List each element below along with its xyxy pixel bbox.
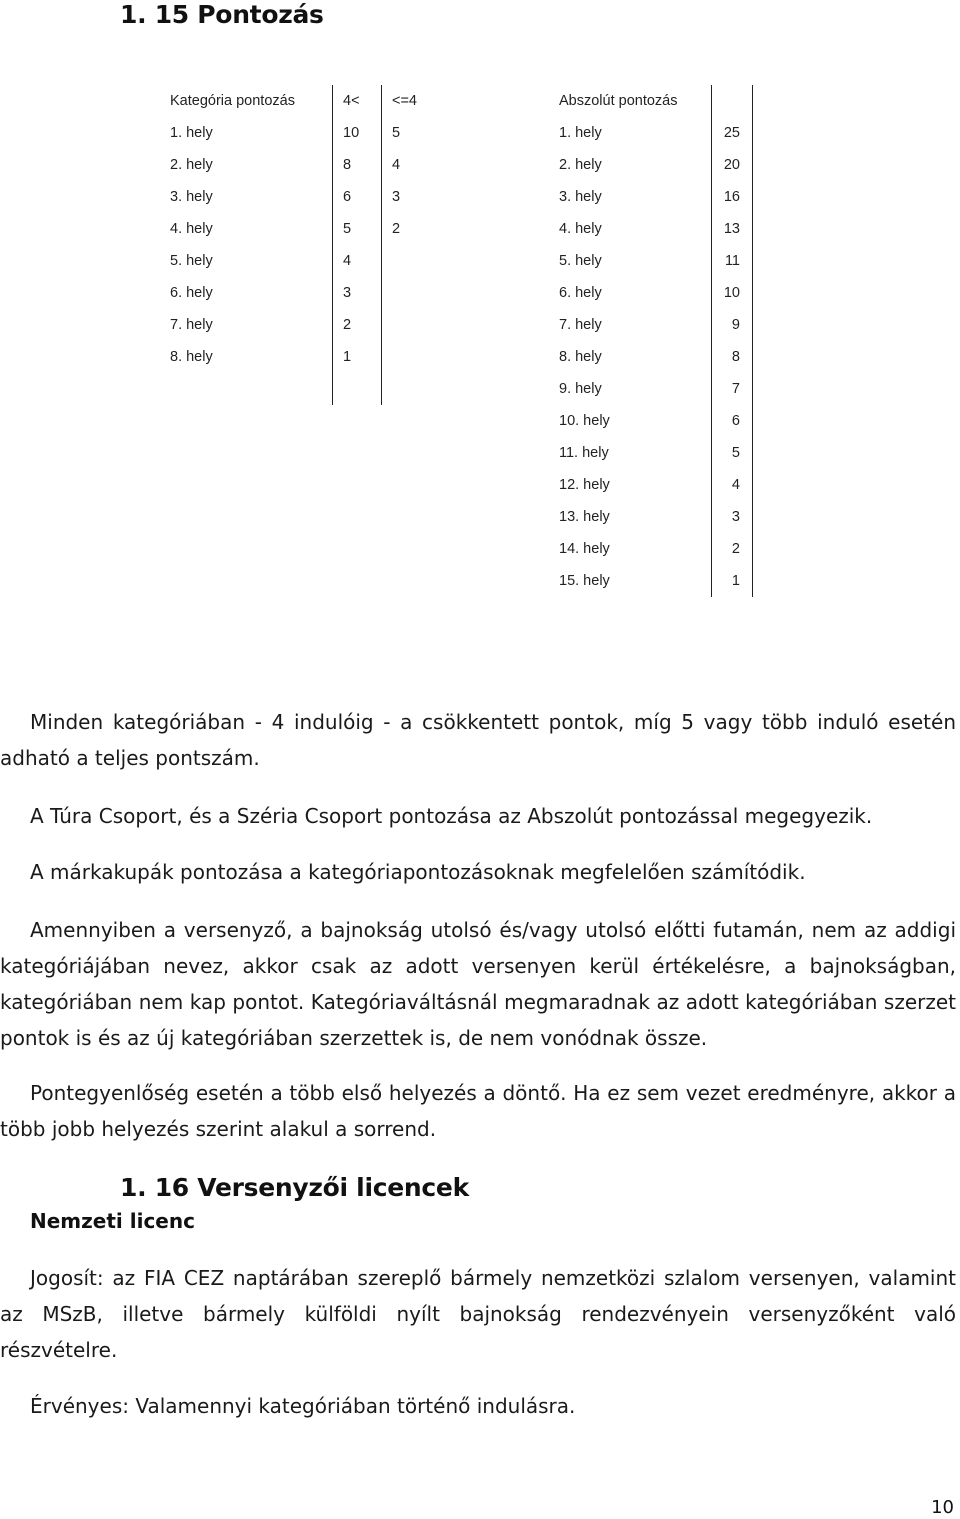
table-cell: 12. hely [559,477,610,493]
paragraph-category-change: Amennyiben a versenyző, a bajnokság utolsó és/vagy utolsó előtti futamán, nem az addigi kategóriájában nevez, akkor csak az adott versenyen kerül értékelésre, a bajnokságban, kategóriában nem kap pontot. Kategóriaváltásnál megmaradnak az adott kategóriában szerzet pontok is és az új kategóriában szerzettek is, de nem vonódnak össze. [0,918,956,1050]
table-row [547,341,805,373]
table-cell: 4. hely [559,221,602,237]
table-cell [753,469,806,501]
table-row [547,437,805,469]
subsection-title: Nemzeti licenc [30,1209,195,1233]
table-cell: 7. hely [170,317,213,333]
table-cell: 2 [712,533,753,565]
table-row [547,309,805,341]
table-cell: 16 [712,181,753,213]
table-cell: 4 [333,245,382,277]
table-cell [753,149,806,181]
table-cell: 1. hely [559,125,602,141]
table-cell: 2. hely [559,157,602,173]
table-cell: 13 [712,213,753,245]
table-cell: 11 [712,245,753,277]
table-cell: 2. hely [170,157,213,173]
table-cell: 9 [712,309,753,341]
table-cell: 5 [712,437,753,469]
table-cell: 9. hely [559,381,602,397]
table-cell: Kategória pontozás [170,93,295,109]
table-row [547,181,805,213]
table-row [547,245,805,277]
table-cell [753,405,806,437]
table-cell: 11. hely [559,445,609,461]
table-cell [753,309,806,341]
table-row [158,277,450,309]
table-cell: 10 [333,117,382,149]
table-cell: 10. hely [559,413,610,429]
table-cell [753,341,806,373]
table-cell: 5 [382,117,451,149]
table-cell: 4 [382,149,451,181]
paragraph-validity: Érvényes: Valamennyi kategóriában történő indulásra. [30,1394,576,1418]
table-cell: 3 [382,181,451,213]
table-cell: 4< [333,85,382,117]
table-cell [753,501,806,533]
table-row [547,149,805,181]
table-cell [753,85,806,117]
table-cell: 15. hely [559,573,610,589]
table-cell: 4 [712,469,753,501]
table-cell: 6 [333,181,382,213]
table-row [158,181,450,213]
paragraph-tie-break: Pontegyenlőség esetén a több első helyezés a döntő. Ha ez sem vezet eredményre, akkor a több jobb helyezés szerint alakul a sorrend. [0,1081,956,1141]
table-cell [753,437,806,469]
section-title-licences: 1. 16 Versenyzői licencek [120,1173,469,1202]
paragraph-reduced-points: Minden kategóriában - 4 indulóig - a csökkentett pontok, míg 5 vagy több induló esetén adható a teljes pontszám. [0,710,956,770]
table-cell: 5. hely [170,253,213,269]
table-cell: 7 [712,373,753,405]
table-cell [753,213,806,245]
table-cell: 1 [333,341,382,373]
table-cell [382,277,451,309]
table-cell: 4. hely [170,221,213,237]
table-row [547,405,805,437]
table-cell: 6 [712,405,753,437]
table-row [547,565,805,597]
table-cell [333,373,382,405]
table-row [158,117,450,149]
table-cell: 3. hely [559,189,602,205]
table-cell: 5 [333,213,382,245]
paragraph-entitlement: Jogosít: az FIA CEZ naptárában szereplő bármely nemzetközi szlalom versenyen, valamint az MSzB, illetve bármely külföldi nyílt bajnokság rendezvényein versenyzőként való részvételre. [0,1266,956,1362]
table-row [547,533,805,565]
table-cell: 6. hely [559,285,602,301]
table-cell [753,277,806,309]
table-cell: 13. hely [559,509,610,525]
table-cell: 2 [333,309,382,341]
table-cell [382,245,451,277]
table-row [547,373,805,405]
table-row [158,245,450,277]
table-cell: 8. hely [559,349,602,365]
absolute-scoring-table [547,85,805,597]
table-cell [382,309,451,341]
table-cell [753,373,806,405]
category-scoring-table [158,85,450,405]
table-cell: 8 [333,149,382,181]
table-cell [382,341,451,373]
table-cell: 3 [712,501,753,533]
table-cell: 8 [712,341,753,373]
table-row [158,213,450,245]
table-row [547,501,805,533]
table-cell: 1. hely [170,125,213,141]
table-row [158,149,450,181]
table-cell: 7. hely [559,317,602,333]
page-number: 10 [931,1497,954,1518]
paragraph-group-scoring: A Túra Csoport, és a Széria Csoport pontozása az Abszolút pontozással megegyezik. [30,804,873,828]
table-row [547,277,805,309]
table-cell [712,85,753,117]
table-cell: 5. hely [559,253,602,269]
table-cell [753,565,806,597]
table-row [158,341,450,373]
table-row [547,213,805,245]
table-cell [753,117,806,149]
table-header-row [158,85,450,117]
table-cell: Abszolút pontozás [559,93,678,109]
table-cell: 3. hely [170,189,213,205]
table-cell: 3 [333,277,382,309]
table-cell: 8. hely [170,349,213,365]
table-row [547,469,805,501]
table-cell: 20 [712,149,753,181]
table-header-row [547,85,805,117]
table-cell [158,373,333,405]
table-row [158,309,450,341]
table-cell: 10 [712,277,753,309]
table-cell [382,373,451,405]
table-cell: 2 [382,213,451,245]
table-row [158,373,450,405]
paragraph-brand-cup-scoring: A márkakupák pontozása a kategóriapontozásoknak megfelelően számítódik. [30,860,806,884]
table-cell: 1 [712,565,753,597]
table-cell: 6. hely [170,285,213,301]
table-cell: <=4 [382,85,451,117]
table-cell: 14. hely [559,541,610,557]
table-cell [753,245,806,277]
section-title: 1. 15 Pontozás [120,0,324,29]
table-row [547,117,805,149]
table-cell [753,533,806,565]
table-cell [753,181,806,213]
table-cell: 25 [712,117,753,149]
